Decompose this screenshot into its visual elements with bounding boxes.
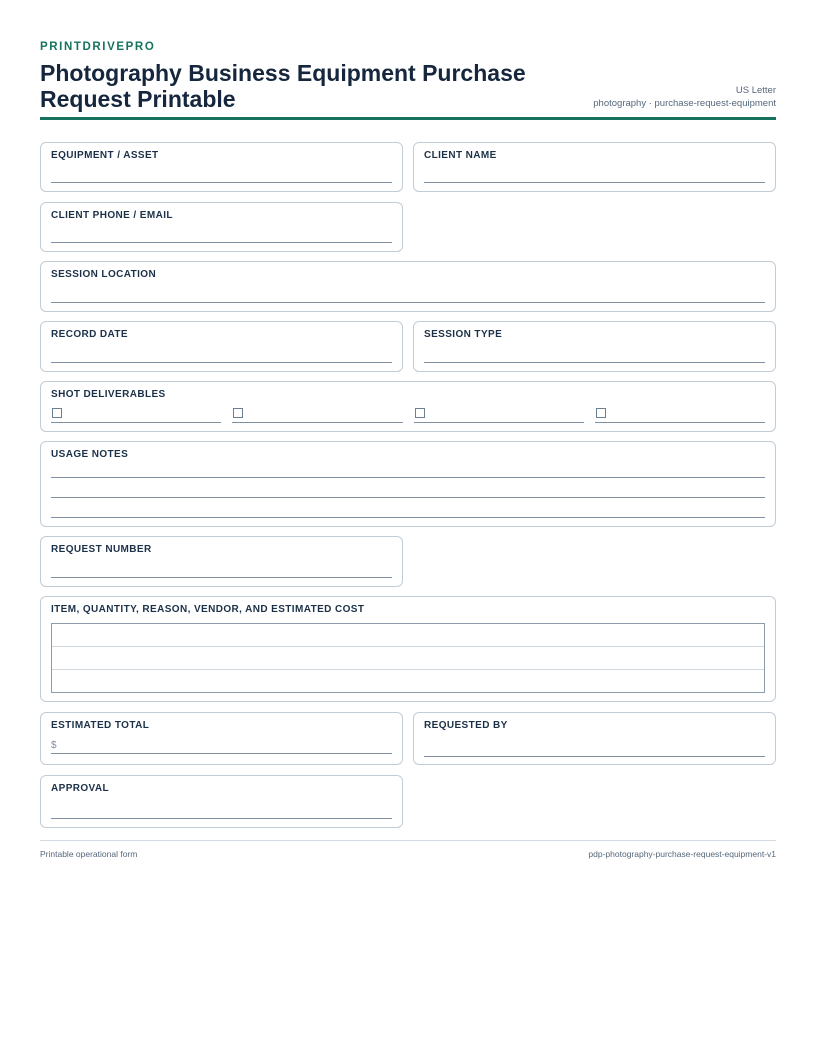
table-row[interactable] (52, 647, 764, 670)
page-footer (40, 840, 776, 861)
usage-notes-line[interactable] (51, 477, 765, 478)
field-label: REQUESTED BY (424, 720, 508, 731)
client-name-input-line[interactable] (424, 182, 765, 183)
currency-symbol: $ (51, 740, 57, 751)
field-label: USAGE NOTES (51, 449, 129, 460)
deliverable-slot[interactable] (232, 408, 402, 423)
field-label: REQUEST NUMBER (51, 544, 152, 555)
field-label: ITEM, QUANTITY, REASON, VENDOR, AND ESTIMATED COST (51, 604, 365, 615)
field-label: EQUIPMENT / ASSET (51, 150, 159, 161)
deliverable-slot[interactable] (414, 408, 584, 423)
checkbox[interactable] (52, 408, 62, 418)
deliverable-slot[interactable] (595, 408, 765, 423)
client-phone-email-input-line[interactable] (51, 242, 392, 243)
table-row[interactable] (52, 670, 764, 693)
page-title: Photography Business Equipment Purchase Request Printable (40, 60, 526, 112)
field-label: SHOT DELIVERABLES (51, 389, 166, 400)
field-label: CLIENT PHONE / EMAIL (51, 210, 173, 221)
field-session-type (413, 321, 776, 372)
usage-notes-line[interactable] (51, 517, 765, 518)
field-request-number (40, 536, 403, 587)
deliverable-slot[interactable] (51, 408, 221, 423)
field-label: SESSION TYPE (424, 329, 503, 340)
checkbox[interactable] (596, 408, 606, 418)
record-date-input-line[interactable] (51, 362, 392, 363)
deliverables-checklist (51, 408, 765, 423)
field-client-name (413, 142, 776, 192)
form-page (40, 40, 776, 120)
paper-size: US Letter (735, 85, 776, 96)
document-tags: photography · purchase-request-equipment (593, 98, 776, 109)
field-items-table (40, 596, 776, 702)
request-number-input-line[interactable] (51, 577, 392, 578)
session-location-input-line[interactable] (51, 302, 765, 303)
brand-name: PRINTDRIVEPRO (40, 41, 156, 53)
field-label: ESTIMATED TOTAL (51, 720, 150, 731)
field-label: APPROVAL (51, 783, 110, 794)
field-label: CLIENT NAME (424, 150, 497, 161)
table-row[interactable] (52, 624, 764, 647)
field-label: RECORD DATE (51, 329, 128, 340)
items-table (51, 623, 765, 693)
field-requested-by (413, 712, 776, 765)
field-usage-notes (40, 441, 776, 527)
form-id: pdp-photography-purchase-request-equipment-v1 (588, 849, 776, 859)
usage-notes-line[interactable] (51, 497, 765, 498)
footer-description: Printable operational form (40, 849, 138, 859)
estimated-total-input-line[interactable] (51, 753, 392, 754)
field-client-phone-email (40, 202, 403, 252)
field-approval (40, 775, 403, 828)
field-record-date (40, 321, 403, 372)
field-estimated-total (40, 712, 403, 765)
checkbox[interactable] (233, 408, 243, 418)
approval-input-line[interactable] (51, 818, 392, 819)
requested-by-input-line[interactable] (424, 756, 765, 757)
field-equipment-asset (40, 142, 403, 192)
field-label: SESSION LOCATION (51, 269, 157, 280)
document-meta (593, 84, 776, 110)
session-type-input-line[interactable] (424, 362, 765, 363)
checkbox[interactable] (415, 408, 425, 418)
equipment-asset-input-line[interactable] (51, 182, 392, 183)
field-session-location (40, 261, 776, 312)
field-shot-deliverables (40, 381, 776, 432)
form-header (40, 40, 776, 120)
